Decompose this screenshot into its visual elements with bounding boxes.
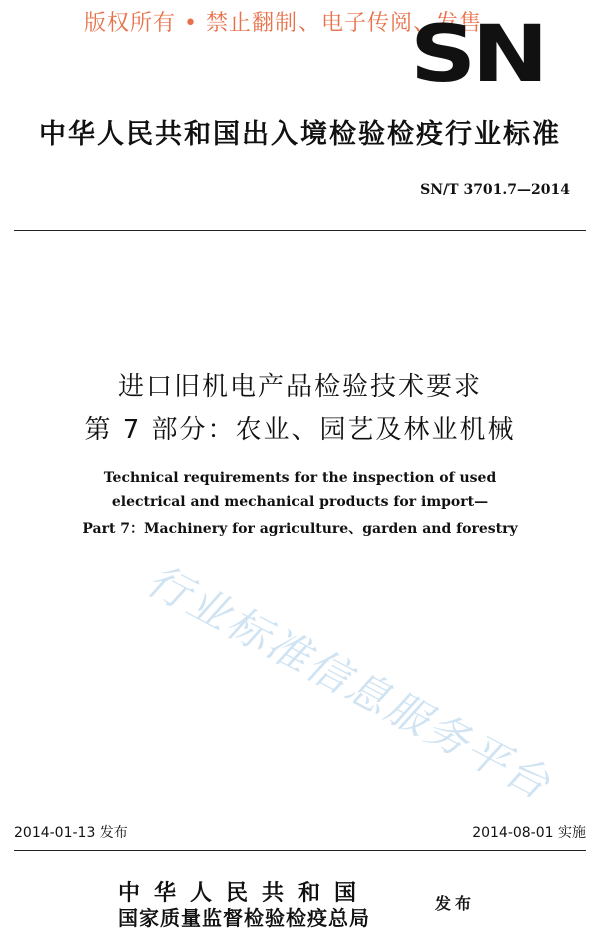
issue-date: 2014-01-13 发布 bbox=[14, 825, 128, 841]
top-divider bbox=[14, 230, 586, 231]
document-title-zh-line1: 进口旧机电产品检验技术要求 bbox=[117, 372, 482, 402]
document-title-en-line2: electrical and mechanical products for import— bbox=[111, 494, 489, 510]
issuer-line1: 中华人民共和国 bbox=[118, 881, 371, 906]
publish-label: 发布 bbox=[435, 894, 476, 913]
bottom-divider bbox=[14, 850, 586, 851]
sn-logo: SN bbox=[410, 10, 544, 100]
standard-number: SN/T 3701.7—2014 bbox=[420, 182, 570, 198]
watermark: 行业标准信息服务平台 bbox=[139, 555, 560, 810]
document-title-en-line3: Part 7：Machinery for agriculture、garden and forestry bbox=[82, 521, 518, 537]
issuer-line2: 国家质量监督检验检疫总局 bbox=[118, 906, 370, 930]
document-title-zh-line2: 第 7 部分：农业、园艺及林业机械 bbox=[84, 415, 516, 445]
copyright-notice: 版权所有 • 禁止翻制、电子传阅、发售 bbox=[84, 11, 482, 36]
implementation-date: 2014-08-01 实施 bbox=[472, 825, 586, 841]
standard-category-title: 中华人民共和国出入境检验检疫行业标准 bbox=[39, 119, 561, 150]
document-title-en-line1: Technical requirements for the inspection of used bbox=[103, 470, 497, 486]
